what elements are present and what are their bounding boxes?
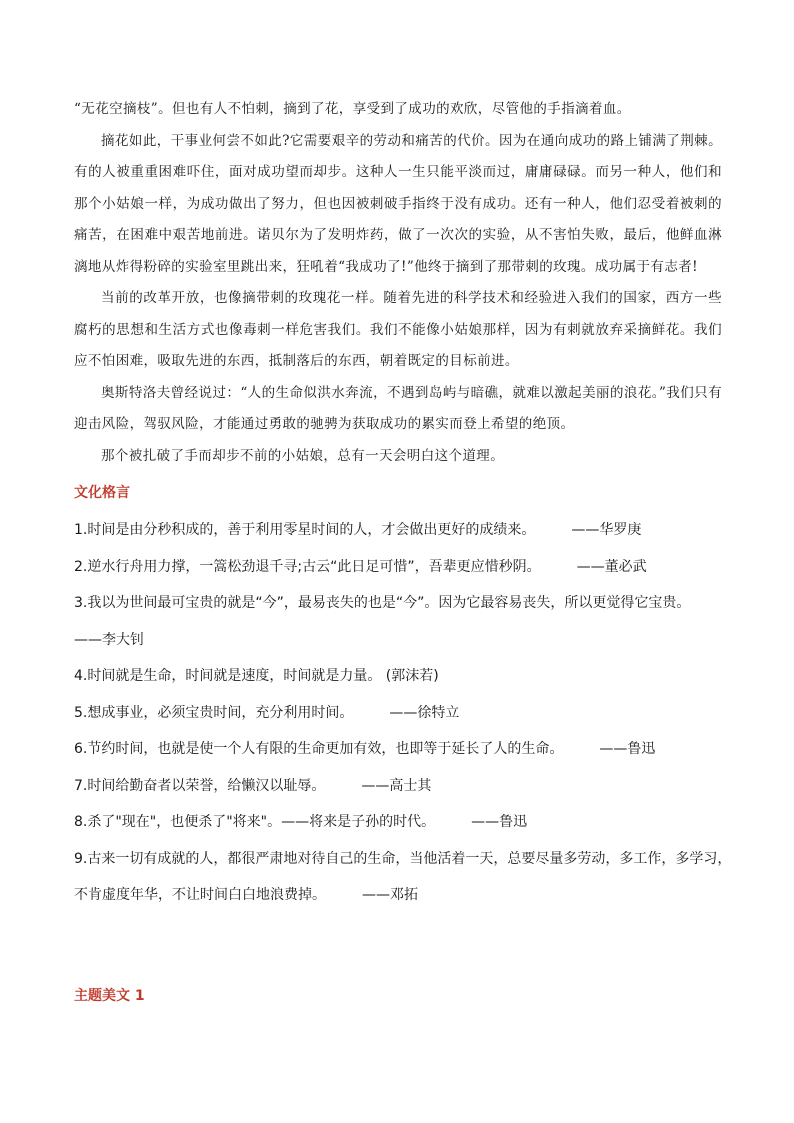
quote-item-9-continued (74, 877, 734, 914)
quote-item-2 (74, 549, 734, 586)
quote-author: ——鲁迅 (471, 814, 528, 830)
essay-body (74, 94, 722, 472)
quote-text: 4.时间就是生命，时间就是速度，时间就是力量。 (郭沫若) (74, 668, 439, 684)
quote-author: ——高士其 (361, 777, 432, 794)
quote-text: 1.时间是由分秒积成的，善于利用零星时间的人，才会做出更好的成绩来。 (74, 522, 536, 538)
quote-text: 9.古来一切有成就的人，都很严肃地对待自己的生命，当他活着一天，总要尽量多劳动，多工作，多学习， (74, 850, 732, 867)
quote-item-5 (74, 695, 734, 732)
quote-author: ——华罗庚 (571, 522, 642, 538)
quote-item-3 (74, 585, 734, 622)
quote-item-3-author (74, 622, 734, 659)
quote-text: 7.时间给勤奋者以荣誉，给懒汉以耻辱。 (74, 777, 326, 794)
quote-item-8 (74, 804, 734, 841)
essay-paragraph-1: “无花空摘枝”。但也有人不怕刺，摘到了花，享受到了成功的欢欣，尽管他的手指滴着血。 (74, 101, 631, 117)
quote-author: ——董必武 (576, 558, 647, 575)
quote-text: 3.我以为世间最可宝贵的就是“今”，最易丧失的也是“今”。因为它最容易丧失，所以更觉得它宝贵。 (74, 595, 691, 611)
quote-author: ——鲁迅 (599, 741, 656, 757)
quote-item-9 (74, 841, 734, 878)
essay-paragraph-2: 摘花如此，干事业何尝不如此?它需要艰辛的劳动和痛苦的代价。因为在通向成功的路上铺满了荆棘。有的人被重重困难吓住，面对成功望而却步。这种人一生只能平淡而过，庸庸碌碌。而另一种人，他们和那个小姑娘一样，为成功做出了努力，但也因被刺破手指终于没有成功。还有一种人，他们忍受着被刺的痛苦，在困难中艰苦地前进。诺贝尔为了发明炸药，做了一次次的实验，从不害怕失败，最后，他鲜血淋漓地从炸得粉碎的实验室里跳出来，狂吼着“我成功了!”他终于摘到了那带刺的玫瑰。成功属于有志者! (74, 132, 722, 275)
quote-author: ——李大钊 (74, 631, 144, 648)
quote-author: ——徐特立 (389, 704, 460, 721)
section-heading-culture-quotes: 文化格言 (74, 485, 130, 501)
quote-author: ——邓拓 (362, 887, 418, 903)
quote-item-4 (74, 658, 734, 695)
essay-paragraph-4: 奥斯特洛夫曾经说过：“人的生命似洪水奔流，不遇到岛屿与暗礁，就难以激起美丽的浪花。”我们只有迎击风险，驾驭风险，才能通过勇敢的驰骋为获取成功的累实而登上希望的绝顶。 (74, 384, 722, 432)
quote-text: 6.节约时间，也就是使一个人有限的生命更加有效，也即等于延长了人的生命。 (74, 741, 564, 757)
quote-text: 2.逆水行舟用力撑，一篙松劲退千寻;古云“此日足可惜”，吾辈更应惜秒阴。 (74, 558, 541, 575)
quote-text: 5.想成事业，必须宝贵时间，充分利用时间。 (74, 704, 354, 721)
quote-item-7 (74, 768, 734, 805)
quote-list (74, 512, 734, 914)
quote-text: 不肯虚度年华，不让时间白白地浪费掉。 (74, 887, 326, 903)
section-heading-theme-essay: 主题美文 1 (74, 988, 145, 1004)
quote-item-1 (74, 512, 734, 549)
quote-text: 8.杀了"现在"，也便杀了"将来"。——将来是子孙的时代。 (74, 814, 436, 830)
quote-item-6 (74, 731, 734, 768)
essay-paragraph-3: 当前的改革开放，也像摘带刺的玫瑰花一样。随着先进的科学技术和经验进入我们的国家，西方一些腐朽的思想和生活方式也像毒刺一样危害我们。我们不能像小姑娘那样，因为有刺就放弃采摘鲜花。我们应不怕困难，吸取先进的东西，抵制落后的东西，朝着既定的目标前进。 (74, 290, 722, 369)
essay-paragraph-5: 那个被扎破了手而却步不前的小姑娘，总有一天会明白这个道理。 (101, 447, 505, 464)
